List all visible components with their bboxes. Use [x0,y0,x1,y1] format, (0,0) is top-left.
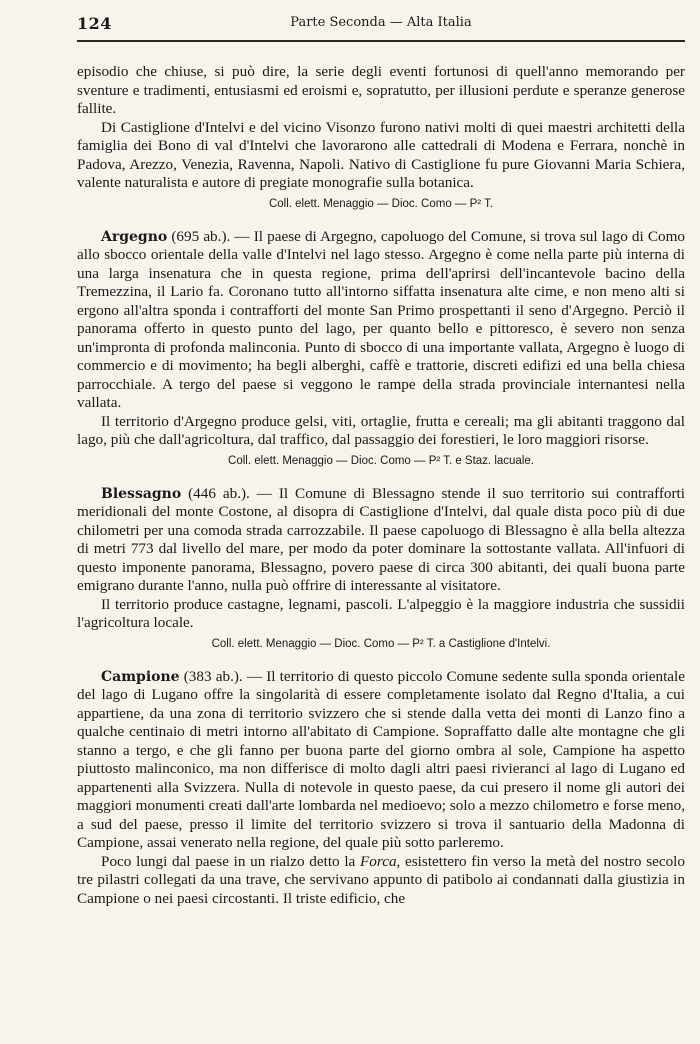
electoral-note: Coll. elett. Menaggio — Dioc. Como — P² T. a Castiglione d'Intelvi. [211,637,551,650]
header-rule [77,40,685,42]
paragraph: episodio che chiuse, si può dire, la serie degli eventi fortunosi di quell'anno memorando per sventure e tradimenti, entusiasmi ed eroismi e, sopratutto, per illusioni perdute e speranze generose fallite. [77,63,685,117]
entry-blessagno: Blessagno (446 ab.). — Il Comune di Blessagno stende il suo territorio sui contrafforti meridionali del monte Costone, al disopra di Castiglione d'Intelvi, dal quale dista poco più di due chilometri per una comoda strada carrozzabile. Il paese capoluogo di Blessagno è alla bella altezza di metri 773 dal livello del mare, per modo da poter dominare la sottostante vallata. All'infuori di questo imponente panorama, Blessagno, povero paese di circa 300 abitanti, dei quali buona parte emigrano durante l'anno, nulla può offrire di interessante al visitatore. [77,484,685,594]
page-body [77,63,685,908]
entry-name: Argegno [101,228,168,245]
paragraph: Il territorio d'Argegno produce gelsi, viti, ortaglie, frutta e cereali; ma gli abitanti traggono dal lago, più che dall'agricoltura, dal traffico, dal passaggio dei forestieri, le loro maggiori risorse. [77,412,685,448]
running-title: Parte Seconda — Alta Italia [290,15,472,30]
electoral-note: Coll. elett. Menaggio — Dioc. Como — P² T. e Staz. lacuale. [228,454,534,467]
page-number: 124 [77,14,112,33]
page-header [77,12,685,34]
paragraph: Di Castiglione d'Intelvi e del vicino Visonzo furono nativi molti di quei maestri architetti della famiglia dei Bono di val d'Intelvi che lavorarono alle cattedrali di Modena e Ferrara, nonchè in Padova, Arezzo, Venezia, Ravenna, Napoli. Nativo di Castiglione fu pure Giovanni Maria Schiera, valente naturalista e autore di pregiate monografie sulla botanica. [77,118,685,191]
entry-campione: Campione (383 ab.). — Il territorio di questo piccolo Comune sedente sulla sponda orientale del lago di Lugano offre la singolarità di essere completamente isolato dal Regno d'Italia, a cui appartiene, da una zona di territorio svizzero che si stende dalla vetta dei monti di Lanzo fino a qualche centinaio di metri intorno all'abitato di Campione. Sopraffatto dalle alte montagne che gli stanno a tergo, e che gli fanno per buona parte del giorno ombra al sole, Campione ha aspetto piuttosto malinconico, ma non differisce di molto dagli altri paesi rivieranci al lago di Lugano ed appartenenti alla Svizzera. Nulla di notevole in questo paese, da cui presero il nome gli autori dei maggiori monumenti creati dall'arte lombarda nel medioevo; solo a mezzo chilometro e forse meno, a sud del paese, presso il limite del territorio svizzero si trova il santuario della Madonna di Campione, assai venerato nella regione, del quale più sotto parleremo. [77,667,685,851]
italic-term: Forca [359,852,397,870]
entry-argegno: Argegno (695 ab.). — Il paese di Argegno, capoluogo del Comune, si trova sul lago di Como allo sbocco orientale della valle d'Intelvi nel lago stesso. Argegno è come nella parte più interna di una larga insenatura che in questa regione, prima dell'aprirsi dell'incantevole bacino della Tremezzina, il Lario fa. Coronano tutto all'intorno siffatta insenatura alte cime, e non meno alti si ergono all'altra sponda i contrafforti del monte San Primo prospettanti il seno d'Argegno. Perciò il panorama offerto in questo punto del lago, per quanto bello e pittoresco, è severo non senza un'impronta di profonda malinconia. Punto di sbocco di una importante vallata, Argegno è luogo di commercio e di movimento; ha begli alberghi, caffè e trattorie, discreti edifizi ed una bella chiesa parrocchiale. A tergo del paese si veggono le rampe della strada provinciale internantesi nella vallata. [77,227,685,411]
paragraph: Il territorio produce castagne, legnami, pascoli. L'alpeggio è la maggiore industria che sussidii l'agricoltura locale. [77,595,685,631]
entry-name: Blessagno [101,485,182,502]
electoral-note: Coll. elett. Menaggio — Dioc. Como — P² T. [268,197,494,210]
paragraph: Poco lungi dal paese in un rialzo detto la Forca, esistettero fin verso la metà del nostro secolo tre pilastri collegati da una trave, che servivano appunto di patibolo ai condannati dalla giustizia in Campione o nei paesi circostanti. Il triste edificio, che [77,852,685,907]
entry-name: Campione [101,668,180,685]
